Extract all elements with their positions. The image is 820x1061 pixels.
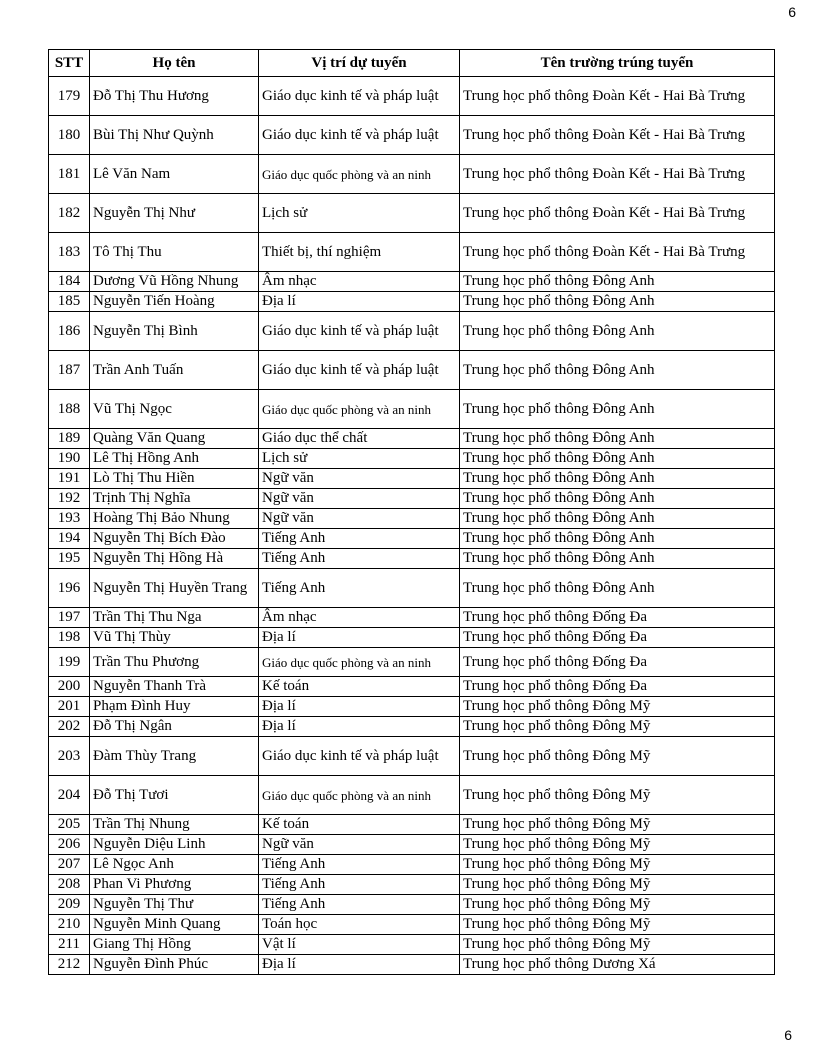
cell-school: Trung học phổ thông Đông Mỹ <box>460 935 775 955</box>
cell-stt: 181 <box>49 155 90 194</box>
cell-position: Ngữ văn <box>259 469 460 489</box>
cell-school: Trung học phổ thông Đông Mỹ <box>460 875 775 895</box>
header-name: Họ tên <box>90 50 259 77</box>
table-row <box>49 489 775 509</box>
cell-position: Âm nhạc <box>259 608 460 628</box>
cell-name: Lê Ngọc Anh <box>90 855 259 875</box>
table-row <box>49 449 775 469</box>
cell-school: Trung học phổ thông Đông Anh <box>460 351 775 390</box>
table-row <box>49 815 775 835</box>
cell-position: Giáo dục kinh tế và pháp luật <box>259 737 460 776</box>
cell-school: Trung học phổ thông Đoàn Kết - Hai Bà Trưng <box>460 233 775 272</box>
cell-position: Giáo dục kinh tế và pháp luật <box>259 77 460 116</box>
cell-name: Đỗ Thị Tươi <box>90 776 259 815</box>
table-row <box>49 608 775 628</box>
cell-stt: 203 <box>49 737 90 776</box>
cell-stt: 194 <box>49 529 90 549</box>
cell-name: Lò Thị Thu Hiền <box>90 469 259 489</box>
table-row <box>49 935 775 955</box>
cell-school: Trung học phổ thông Đông Anh <box>460 549 775 569</box>
cell-name: Nguyễn Thị Bích Đào <box>90 529 259 549</box>
cell-stt: 208 <box>49 875 90 895</box>
table-row <box>49 272 775 292</box>
cell-name: Bùi Thị Như Quỳnh <box>90 116 259 155</box>
cell-position: Địa lí <box>259 697 460 717</box>
cell-stt: 182 <box>49 194 90 233</box>
cell-stt: 192 <box>49 489 90 509</box>
table-row <box>49 855 775 875</box>
table-header-row <box>49 50 775 77</box>
cell-school: Trung học phổ thông Đống Đa <box>460 648 775 677</box>
cell-position: Tiếng Anh <box>259 855 460 875</box>
table-row <box>49 77 775 116</box>
table-row <box>49 677 775 697</box>
cell-school: Trung học phổ thông Đông Mỹ <box>460 915 775 935</box>
cell-stt: 179 <box>49 77 90 116</box>
cell-stt: 180 <box>49 116 90 155</box>
cell-name: Phạm Đình Huy <box>90 697 259 717</box>
cell-name: Đỗ Thị Thu Hương <box>90 77 259 116</box>
table-row <box>49 292 775 312</box>
cell-position: Âm nhạc <box>259 272 460 292</box>
cell-name: Giang Thị Hồng <box>90 935 259 955</box>
table-row <box>49 312 775 351</box>
cell-school: Trung học phổ thông Đông Anh <box>460 429 775 449</box>
cell-name: Vũ Thị Thùy <box>90 628 259 648</box>
cell-position: Giáo dục quốc phòng và an ninh <box>259 776 460 815</box>
cell-position: Tiếng Anh <box>259 895 460 915</box>
cell-position: Kế toán <box>259 677 460 697</box>
table-row <box>49 469 775 489</box>
cell-stt: 211 <box>49 935 90 955</box>
cell-position: Ngữ văn <box>259 509 460 529</box>
cell-school: Trung học phổ thông Đoàn Kết - Hai Bà Trưng <box>460 194 775 233</box>
table-row <box>49 717 775 737</box>
cell-school: Trung học phổ thông Đông Mỹ <box>460 717 775 737</box>
cell-name: Nguyễn Thị Bình <box>90 312 259 351</box>
cell-stt: 197 <box>49 608 90 628</box>
cell-school: Trung học phổ thông Đông Mỹ <box>460 855 775 875</box>
cell-stt: 186 <box>49 312 90 351</box>
cell-stt: 212 <box>49 955 90 975</box>
cell-school: Trung học phổ thông Đông Mỹ <box>460 895 775 915</box>
cell-stt: 199 <box>49 648 90 677</box>
cell-position: Thiết bị, thí nghiệm <box>259 233 460 272</box>
table-row <box>49 915 775 935</box>
cell-stt: 207 <box>49 855 90 875</box>
cell-stt: 196 <box>49 569 90 608</box>
table-row <box>49 233 775 272</box>
cell-school: Trung học phổ thông Đông Anh <box>460 449 775 469</box>
cell-name: Nguyễn Thị Huyền Trang <box>90 569 259 608</box>
cell-stt: 205 <box>49 815 90 835</box>
table-row <box>49 955 775 975</box>
cell-position: Giáo dục quốc phòng và an ninh <box>259 390 460 429</box>
cell-name: Trần Thị Nhung <box>90 815 259 835</box>
cell-stt: 185 <box>49 292 90 312</box>
recruitment-table <box>48 49 775 975</box>
cell-position: Vật lí <box>259 935 460 955</box>
cell-name: Nguyễn Thanh Trà <box>90 677 259 697</box>
cell-name: Lê Thị Hồng Anh <box>90 449 259 469</box>
cell-stt: 210 <box>49 915 90 935</box>
cell-position: Địa lí <box>259 717 460 737</box>
cell-position: Địa lí <box>259 955 460 975</box>
cell-school: Trung học phổ thông Đống Đa <box>460 677 775 697</box>
cell-school: Trung học phổ thông Đông Anh <box>460 469 775 489</box>
cell-stt: 184 <box>49 272 90 292</box>
cell-name: Nguyễn Thị Hồng Hà <box>90 549 259 569</box>
cell-name: Vũ Thị Ngọc <box>90 390 259 429</box>
cell-position: Lịch sử <box>259 194 460 233</box>
cell-position: Tiếng Anh <box>259 529 460 549</box>
cell-school: Trung học phổ thông Đông Mỹ <box>460 835 775 855</box>
cell-stt: 190 <box>49 449 90 469</box>
cell-school: Trung học phổ thông Đoàn Kết - Hai Bà Trưng <box>460 77 775 116</box>
table-row <box>49 529 775 549</box>
cell-name: Nguyễn Thị Thư <box>90 895 259 915</box>
cell-name: Đàm Thùy Trang <box>90 737 259 776</box>
cell-position: Tiếng Anh <box>259 569 460 608</box>
cell-name: Nguyễn Diệu Linh <box>90 835 259 855</box>
cell-position: Địa lí <box>259 292 460 312</box>
cell-stt: 187 <box>49 351 90 390</box>
cell-stt: 198 <box>49 628 90 648</box>
table-row <box>49 116 775 155</box>
cell-stt: 200 <box>49 677 90 697</box>
cell-stt: 188 <box>49 390 90 429</box>
cell-name: Nguyễn Tiến Hoàng <box>90 292 259 312</box>
cell-stt: 191 <box>49 469 90 489</box>
page-number-top: 6 <box>788 4 796 20</box>
table-row <box>49 155 775 194</box>
table-row <box>49 628 775 648</box>
page-number-bottom: 6 <box>784 1027 792 1043</box>
cell-stt: 189 <box>49 429 90 449</box>
cell-name: Đỗ Thị Ngân <box>90 717 259 737</box>
cell-position: Giáo dục kinh tế và pháp luật <box>259 351 460 390</box>
cell-school: Trung học phổ thông Đông Anh <box>460 489 775 509</box>
cell-name: Dương Vũ Hồng Nhung <box>90 272 259 292</box>
cell-school: Trung học phổ thông Đông Mỹ <box>460 776 775 815</box>
cell-position: Kế toán <box>259 815 460 835</box>
table-row <box>49 875 775 895</box>
cell-name: Trần Thu Phương <box>90 648 259 677</box>
cell-school: Trung học phổ thông Đông Mỹ <box>460 815 775 835</box>
cell-school: Trung học phổ thông Đông Anh <box>460 529 775 549</box>
cell-school: Trung học phổ thông Đông Mỹ <box>460 697 775 717</box>
header-stt: STT <box>49 50 90 77</box>
cell-school: Trung học phổ thông Đoàn Kết - Hai Bà Trưng <box>460 116 775 155</box>
table-row <box>49 390 775 429</box>
table-body <box>49 77 775 975</box>
cell-stt: 201 <box>49 697 90 717</box>
cell-name: Trần Thị Thu Nga <box>90 608 259 628</box>
cell-school: Trung học phổ thông Đông Anh <box>460 292 775 312</box>
cell-school: Trung học phổ thông Đông Mỹ <box>460 737 775 776</box>
cell-school: Trung học phổ thông Dương Xá <box>460 955 775 975</box>
table-row <box>49 351 775 390</box>
cell-position: Ngữ văn <box>259 489 460 509</box>
cell-position: Lịch sử <box>259 449 460 469</box>
cell-name: Hoàng Thị Bảo Nhung <box>90 509 259 529</box>
cell-school: Trung học phổ thông Đoàn Kết - Hai Bà Trưng <box>460 155 775 194</box>
table-row <box>49 776 775 815</box>
cell-school: Trung học phổ thông Đông Anh <box>460 312 775 351</box>
cell-stt: 204 <box>49 776 90 815</box>
cell-school: Trung học phổ thông Đông Anh <box>460 272 775 292</box>
cell-name: Trịnh Thị Nghĩa <box>90 489 259 509</box>
cell-position: Địa lí <box>259 628 460 648</box>
cell-stt: 206 <box>49 835 90 855</box>
cell-name: Tô Thị Thu <box>90 233 259 272</box>
cell-school: Trung học phổ thông Đông Anh <box>460 390 775 429</box>
cell-school: Trung học phổ thông Đông Anh <box>460 509 775 529</box>
header-position: Vị trí dự tuyển <box>259 50 460 77</box>
cell-name: Nguyễn Đình Phúc <box>90 955 259 975</box>
cell-school: Trung học phổ thông Đống Đa <box>460 608 775 628</box>
table-row <box>49 429 775 449</box>
cell-stt: 202 <box>49 717 90 737</box>
cell-position: Giáo dục quốc phòng và an ninh <box>259 648 460 677</box>
cell-position: Tiếng Anh <box>259 875 460 895</box>
cell-position: Giáo dục kinh tế và pháp luật <box>259 116 460 155</box>
cell-school: Trung học phổ thông Đông Anh <box>460 569 775 608</box>
cell-position: Giáo dục quốc phòng và an ninh <box>259 155 460 194</box>
cell-position: Giáo dục thể chất <box>259 429 460 449</box>
cell-name: Nguyễn Thị Như <box>90 194 259 233</box>
table-row <box>49 648 775 677</box>
cell-stt: 193 <box>49 509 90 529</box>
cell-position: Giáo dục kinh tế và pháp luật <box>259 312 460 351</box>
table-row <box>49 509 775 529</box>
cell-stt: 209 <box>49 895 90 915</box>
cell-stt: 183 <box>49 233 90 272</box>
cell-name: Quàng Văn Quang <box>90 429 259 449</box>
table-row <box>49 549 775 569</box>
cell-name: Nguyễn Minh Quang <box>90 915 259 935</box>
table-row <box>49 835 775 855</box>
cell-name: Trần Anh Tuấn <box>90 351 259 390</box>
cell-stt: 195 <box>49 549 90 569</box>
table-row <box>49 194 775 233</box>
table-row <box>49 697 775 717</box>
cell-name: Lê Văn Nam <box>90 155 259 194</box>
cell-name: Phan Vi Phương <box>90 875 259 895</box>
cell-position: Ngữ văn <box>259 835 460 855</box>
cell-position: Toán học <box>259 915 460 935</box>
table-row <box>49 737 775 776</box>
header-school: Tên trường trúng tuyển <box>460 50 775 77</box>
cell-position: Tiếng Anh <box>259 549 460 569</box>
cell-school: Trung học phổ thông Đống Đa <box>460 628 775 648</box>
table-row <box>49 895 775 915</box>
table-row <box>49 569 775 608</box>
